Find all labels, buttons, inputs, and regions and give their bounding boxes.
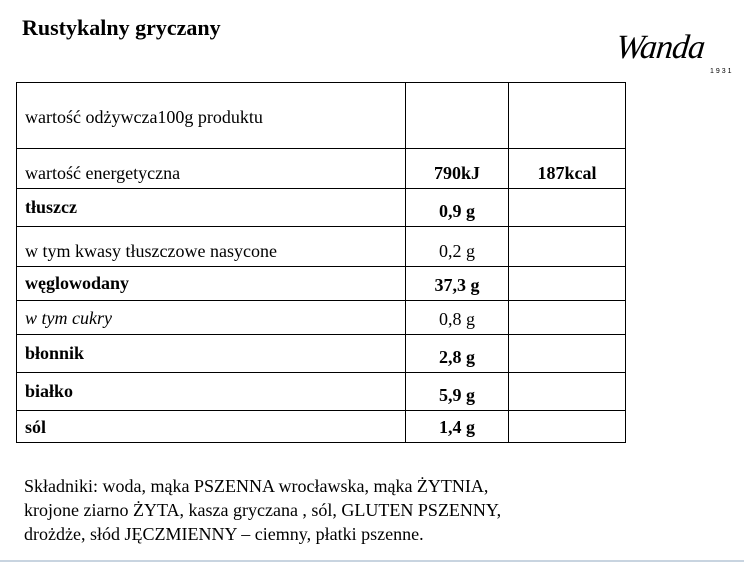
row-value: 790kJ	[433, 163, 480, 183]
row-label: białko	[25, 381, 74, 401]
row-value: 0,9 g	[439, 201, 475, 221]
brand-logo	[614, 28, 742, 88]
header-label: wartość odżywcza100g produktu	[25, 107, 263, 127]
row-extra	[509, 262, 625, 266]
table-row	[17, 301, 626, 335]
table-row	[17, 189, 626, 227]
nutrition-table	[16, 82, 626, 443]
ingredients-line: krojone ziarno ŻYTA, kasza gryczana , sól, GLUTEN PSZENNY,	[24, 500, 502, 520]
ingredients-text	[24, 474, 624, 546]
product-title: Rustykalny gryczany	[22, 15, 221, 40]
row-extra: 187kcal	[537, 163, 597, 183]
row-extra	[509, 406, 625, 410]
row-extra	[509, 222, 625, 226]
row-extra	[509, 438, 625, 442]
header-extra-cell	[509, 83, 626, 149]
row-label: wartość energetyczna	[25, 163, 181, 183]
row-extra	[509, 368, 625, 372]
row-label: błonnik	[25, 343, 85, 363]
brand-logo-script: Wanda	[614, 29, 707, 66]
row-label: w tym kwasy tłuszczowe nasycone	[25, 241, 277, 261]
row-label: tłuszcz	[25, 197, 77, 217]
row-value: 37,3 g	[434, 275, 480, 295]
row-value: 1,4 g	[439, 417, 475, 437]
table-row	[17, 227, 626, 267]
table-row	[17, 411, 626, 443]
table-row	[17, 149, 626, 189]
row-label: sól	[25, 417, 47, 437]
header-value-cell	[406, 83, 509, 149]
table-row	[17, 335, 626, 373]
ingredients-line: Składniki: woda, mąka PSZENNA wrocławska, mąka ŻYTNIA,	[24, 476, 489, 496]
table-row	[17, 267, 626, 301]
ingredients-line: drożdże, słód JĘCZMIENNY – ciemny, płatki pszenne.	[24, 524, 424, 544]
table-row-header	[17, 83, 626, 149]
row-label: w tym cukry	[25, 308, 112, 328]
row-extra	[509, 330, 625, 334]
brand-logo-year: 1931	[710, 68, 734, 75]
table-row	[17, 373, 626, 411]
header-label-cell	[17, 83, 406, 149]
row-value: 0,2 g	[439, 241, 475, 261]
row-value: 5,9 g	[439, 385, 475, 405]
row-value: 0,8 g	[439, 309, 475, 329]
row-value: 2,8 g	[439, 347, 475, 367]
row-extra	[509, 296, 625, 300]
row-label: węglowodany	[25, 273, 130, 293]
